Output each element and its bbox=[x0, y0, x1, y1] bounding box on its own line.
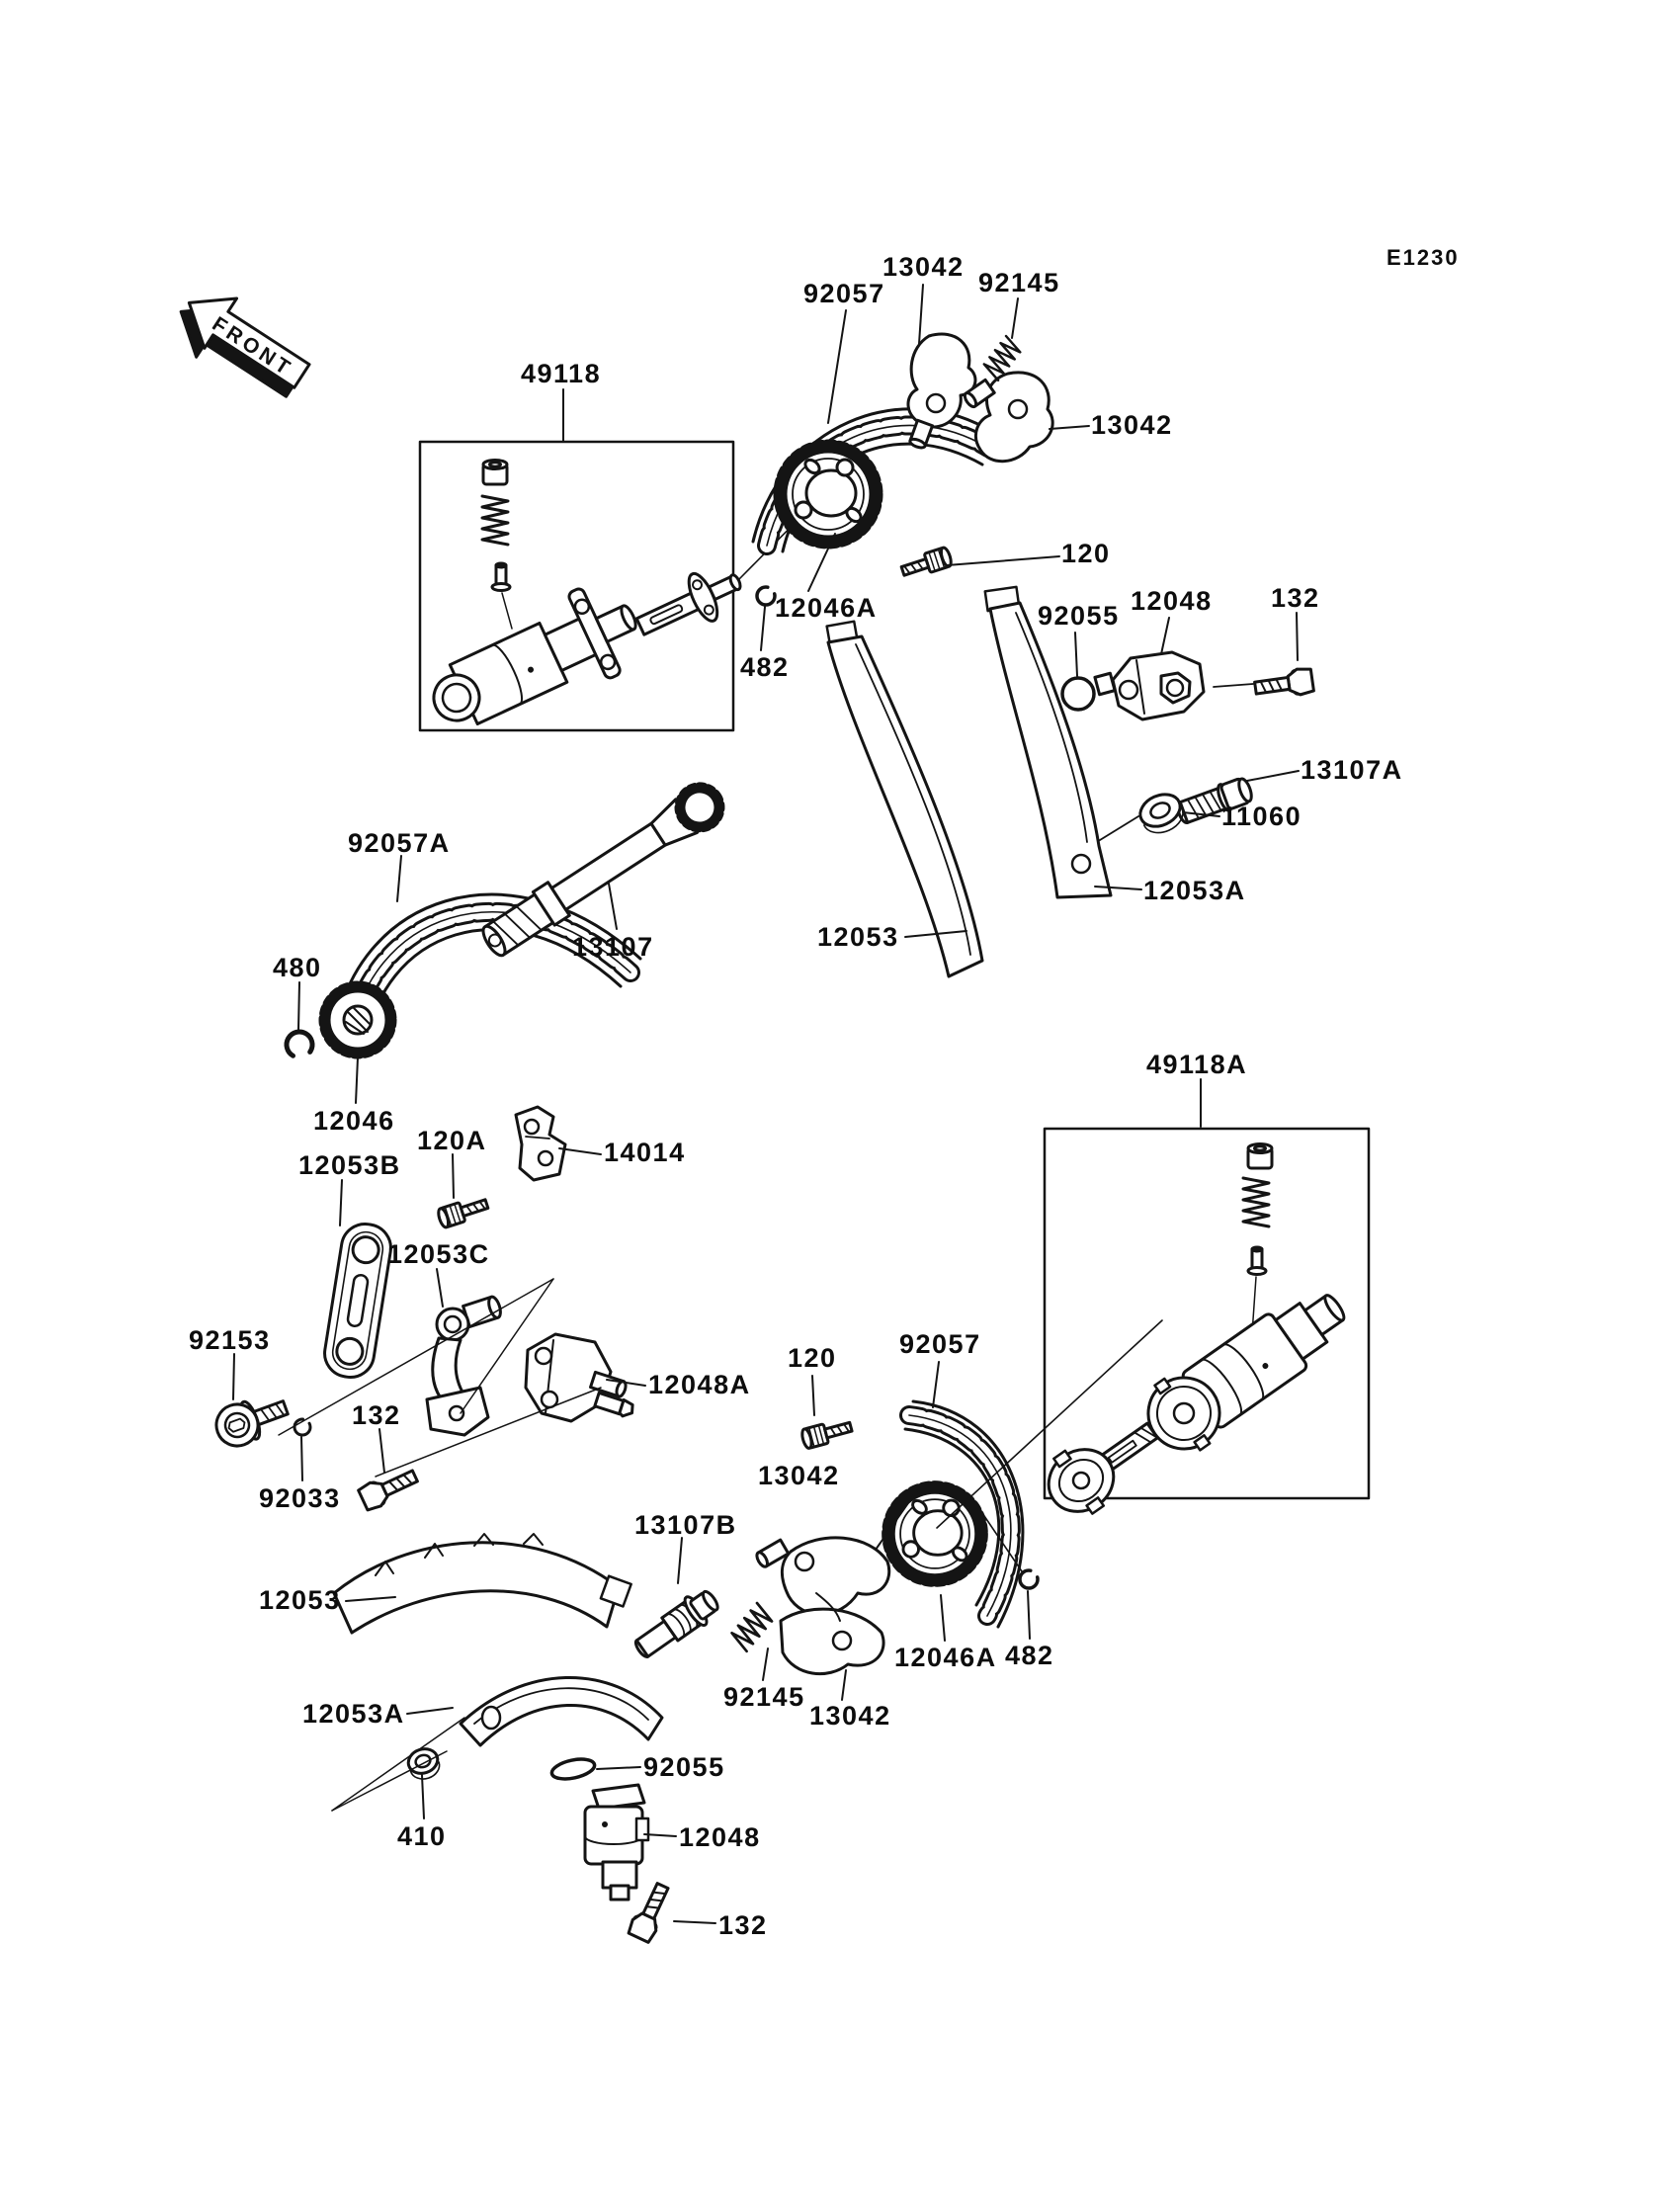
part-label-13107: 13107 bbox=[572, 932, 654, 962]
part-label-14014: 14014 bbox=[604, 1138, 686, 1167]
part-label-12046a-top: 12046A bbox=[775, 593, 878, 623]
cam-sprocket-top bbox=[780, 446, 877, 543]
part-label-92145-top: 92145 bbox=[978, 268, 1060, 297]
part-label-12053b: 12053B bbox=[298, 1150, 401, 1180]
part-label-49118: 49118 bbox=[521, 359, 602, 388]
snap-ring-482-bottom bbox=[1020, 1570, 1038, 1588]
plug-13107b bbox=[630, 1584, 723, 1664]
part-label-92153: 92153 bbox=[189, 1325, 271, 1355]
part-label-482-bottom: 482 bbox=[1005, 1641, 1054, 1670]
part-label-12046: 12046 bbox=[313, 1106, 395, 1136]
bolt-132-top bbox=[1254, 667, 1314, 701]
part-label-120a: 120A bbox=[417, 1126, 487, 1155]
bracket-14014 bbox=[516, 1107, 565, 1180]
chain-guide-12053a-bottom bbox=[461, 1677, 662, 1745]
part-label-482-top: 482 bbox=[740, 652, 790, 682]
part-label-12053c: 12053C bbox=[387, 1239, 490, 1269]
part-label-13042-top: 13042 bbox=[882, 252, 965, 282]
part-label-92033: 92033 bbox=[259, 1483, 341, 1513]
snap-ring-480 bbox=[282, 1027, 317, 1062]
part-label-13042-right: 13042 bbox=[1091, 410, 1173, 440]
part-label-12046a-bottom: 12046A bbox=[894, 1643, 997, 1672]
bolt-120a bbox=[437, 1195, 490, 1228]
part-label-12048-top: 12048 bbox=[1131, 586, 1213, 616]
box-49118a bbox=[1035, 1129, 1369, 1527]
bolt-120-top bbox=[899, 547, 953, 580]
part-label-92057a: 92057A bbox=[348, 828, 451, 858]
oring-92055-top bbox=[1062, 678, 1094, 710]
part-label-12053a-bottom: 12053A bbox=[302, 1699, 405, 1729]
part-label-12048a: 12048A bbox=[648, 1370, 751, 1399]
part-label-12053-bottom: 12053 bbox=[259, 1585, 341, 1615]
part-label-12053a-upper: 12053A bbox=[1143, 876, 1246, 905]
part-label-132-bottom: 132 bbox=[718, 1910, 768, 1940]
cam-sprocket-bottom bbox=[887, 1486, 981, 1580]
decomp-weights-13042-bottom bbox=[755, 1538, 889, 1674]
front-arrow bbox=[165, 277, 318, 411]
diagram-code: E1230 bbox=[1386, 245, 1460, 270]
part-label-132-mid: 132 bbox=[352, 1400, 401, 1430]
part-label-12048-bottom: 12048 bbox=[679, 1822, 761, 1852]
tensioner-12048a bbox=[526, 1334, 635, 1421]
part-label-92057-bottom: 92057 bbox=[899, 1329, 981, 1359]
oring-92055-bottom bbox=[550, 1756, 597, 1783]
washer-410 bbox=[405, 1745, 443, 1783]
front-arrow-label: FRONT bbox=[208, 312, 297, 381]
tensioner-12048-top bbox=[1095, 652, 1204, 719]
gear-12046 bbox=[324, 986, 391, 1054]
part-label-92055-bottom: 92055 bbox=[643, 1752, 725, 1782]
chain-guide-12053-bottom bbox=[334, 1534, 631, 1633]
part-label-92145-bottom: 92145 bbox=[723, 1682, 805, 1712]
part-label-480: 480 bbox=[273, 953, 322, 982]
pointer-hairlines-bottom bbox=[332, 1718, 464, 1811]
bolt-92153 bbox=[210, 1388, 293, 1451]
bolt-120-bottom bbox=[800, 1417, 853, 1449]
cam-rod bbox=[630, 557, 750, 650]
bolt-132-bottom bbox=[627, 1881, 674, 1944]
part-label-49118a: 49118A bbox=[1146, 1050, 1248, 1079]
part-label-13042-bottom-upper: 13042 bbox=[758, 1461, 840, 1490]
part-label-92055-top: 92055 bbox=[1038, 601, 1120, 631]
part-label-12053-center: 12053 bbox=[817, 922, 899, 952]
part-label-120-bottom: 120 bbox=[788, 1343, 837, 1373]
camshaft-49118a bbox=[1133, 1273, 1362, 1467]
part-label-13042-bottom-lower: 13042 bbox=[809, 1701, 891, 1731]
snap-ring-482-top bbox=[757, 587, 775, 605]
part-label-92057-top: 92057 bbox=[803, 279, 885, 308]
tensioner-arm-12053c bbox=[427, 1296, 503, 1435]
decomp-spring-92145-bottom bbox=[729, 1603, 775, 1651]
camshaft-49118 bbox=[416, 572, 653, 750]
tensioner-12048-bottom bbox=[585, 1785, 648, 1900]
part-label-13107b: 13107B bbox=[634, 1510, 737, 1540]
part-label-132-top: 132 bbox=[1271, 583, 1320, 613]
part-label-410: 410 bbox=[397, 1821, 447, 1851]
part-label-13107a: 13107A bbox=[1301, 755, 1403, 785]
chain-guide-12053a-upper bbox=[985, 587, 1111, 897]
part-label-11060: 11060 bbox=[1221, 802, 1302, 831]
chain-guide-12053b bbox=[321, 1221, 394, 1381]
part-label-120-top: 120 bbox=[1061, 539, 1111, 568]
